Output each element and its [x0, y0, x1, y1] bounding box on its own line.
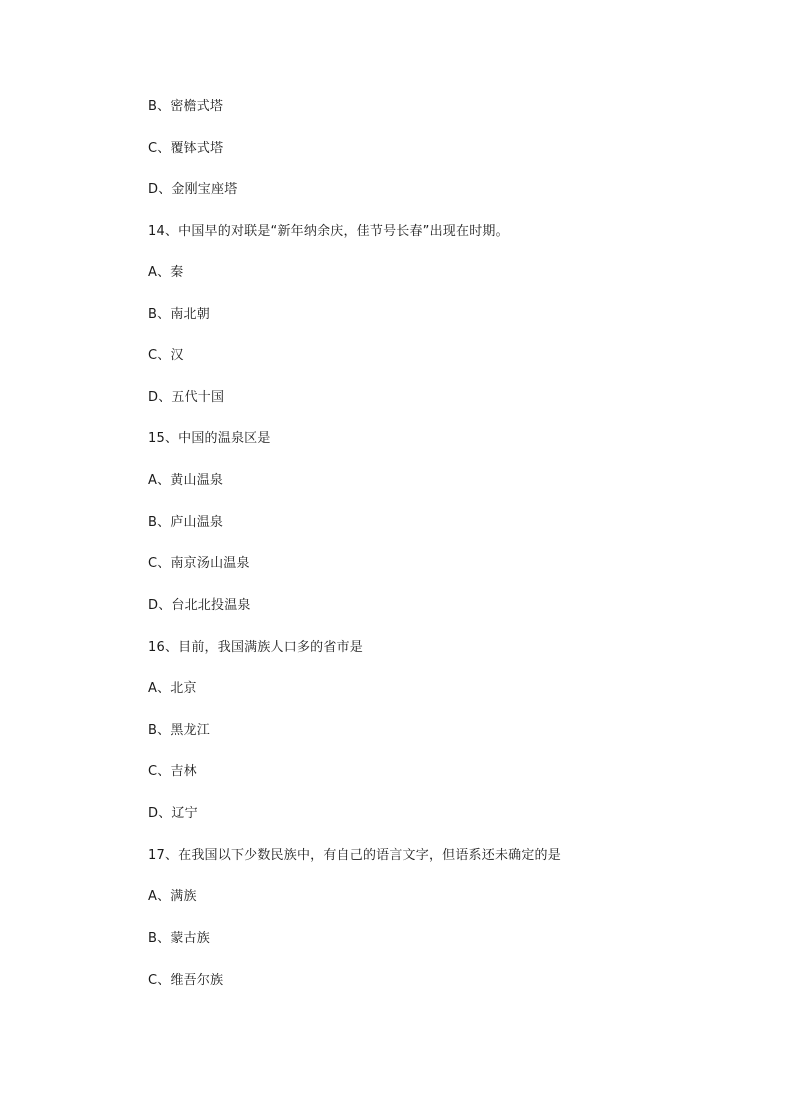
- option-line: D、金刚宝座塔: [148, 182, 238, 197]
- question-line: 15、中国的温泉区是: [148, 431, 271, 446]
- option-line: C、覆钵式塔: [148, 141, 224, 156]
- option-line: C、维吾尔族: [148, 973, 224, 988]
- option-line: B、黑龙江: [148, 723, 210, 738]
- option-line: A、北京: [148, 681, 197, 696]
- option-line: C、吉林: [148, 764, 197, 779]
- question-line: 14、中国早的对联是“新年纳余庆，佳节号长春”出现在时期。: [148, 224, 509, 239]
- option-line: D、五代十国: [148, 390, 225, 405]
- option-line: A、满族: [148, 889, 197, 904]
- question-line: 17、在我国以下少数民族中，有自己的语言文字，但语系还未确定的是: [148, 848, 561, 863]
- option-line: B、密檐式塔: [148, 99, 224, 114]
- option-line: B、南北朝: [148, 307, 210, 322]
- option-line: A、秦: [148, 265, 184, 280]
- option-line: B、蒙古族: [148, 931, 210, 946]
- option-line: D、辽宁: [148, 806, 198, 821]
- option-line: B、庐山温泉: [148, 515, 224, 530]
- option-line: D、台北北投温泉: [148, 598, 251, 613]
- question-line: 16、目前，我国满族人口多的省市是: [148, 640, 363, 655]
- option-line: A、黄山温泉: [148, 473, 224, 488]
- option-line: C、南京汤山温泉: [148, 556, 250, 571]
- option-line: C、汉: [148, 348, 184, 363]
